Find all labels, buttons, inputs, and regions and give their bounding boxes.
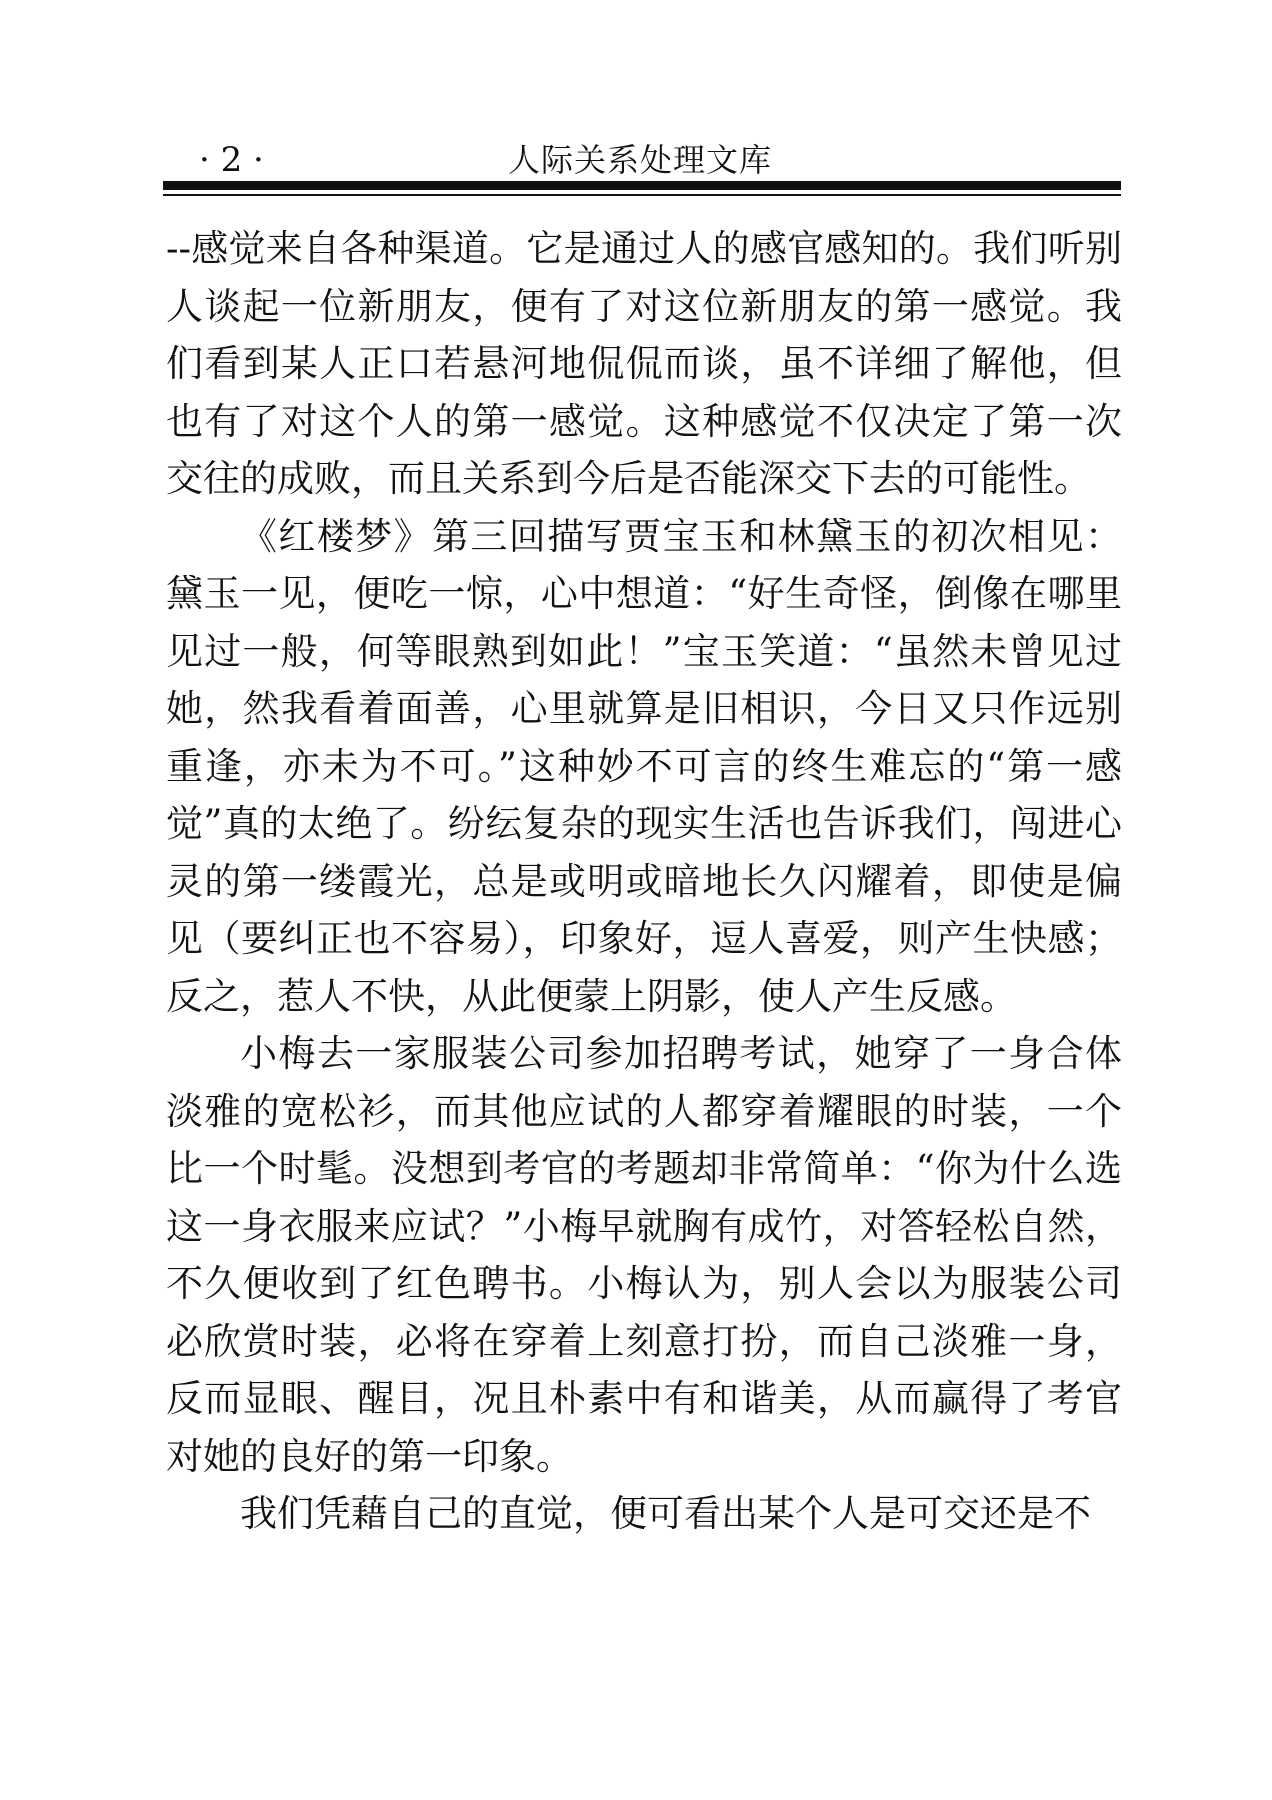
paragraph-xiaomei: 小梅去一家服装公司参加招聘考试，她穿了一身合体淡雅的宽松衫，而其他应试的人都穿着耀眼的时装，一个比一个时髦。没想到考官的考题却非常简单：“你为什么选这一身衣服来应试？”小梅早就胸有成竹，对答轻松自然，不久便收到了红色聘书。小梅认为，别人会以为服装公司必欣赏时装，必将在穿着上刻意打扮，而自己淡雅一身，反而显眼、醒目，况且朴素中有和谐美，从而赢得了考官对她的良好的第一印象。 [166, 1032, 1122, 1478]
running-title: 人际关系处理文库 [508, 141, 773, 179]
page-header [163, 140, 1121, 180]
paragraph-hongloumeng: 《红楼梦》第三回描写贾宝玉和林黛玉的初次相见：黛玉一见，便吃一惊，心中想道：“好生奇怪，倒像在哪里见过一般，何等眼熟到如此！”宝玉笑道：“虽然未曾见过她，然我看着面善，心里就算是旧相识，今日又只作远别重逢，亦未为不可。”这种妙不可言的终生难忘的“第一感觉”真的太绝了。纷纭复杂的现实生活也告诉我们，闯进心灵的第一缕霞光，总是或明或暗地长久闪耀着，即使是偏见（要纠正也不容易），印象好，逗人喜爱，则产生快感；反之，惹人不快，从此便蒙上阴影，使人产生反感。 [166, 514, 1122, 1018]
paragraph-continuation: --感觉来自各种渠道。它是通过人的感官感知的。我们听别人谈起一位新朋友，便有了对这位新朋友的第一感觉。我们看到某人正口若悬河地侃侃而谈，虽不详细了解他，但也有了对这个人的第一感觉。这种感觉不仅决定了第一次交往的成败，而且关系到今后是否能深交下去的可能性。 [166, 227, 1122, 500]
header-rule-thick [163, 181, 1121, 190]
header-rule-thin [163, 194, 1121, 196]
body-text [166, 220, 1122, 1543]
page-number: · 2 · [199, 140, 264, 180]
paragraph-intuition: 我们凭藉自己的直觉，便可看出某个人是可交还是不 [240, 1492, 1091, 1535]
